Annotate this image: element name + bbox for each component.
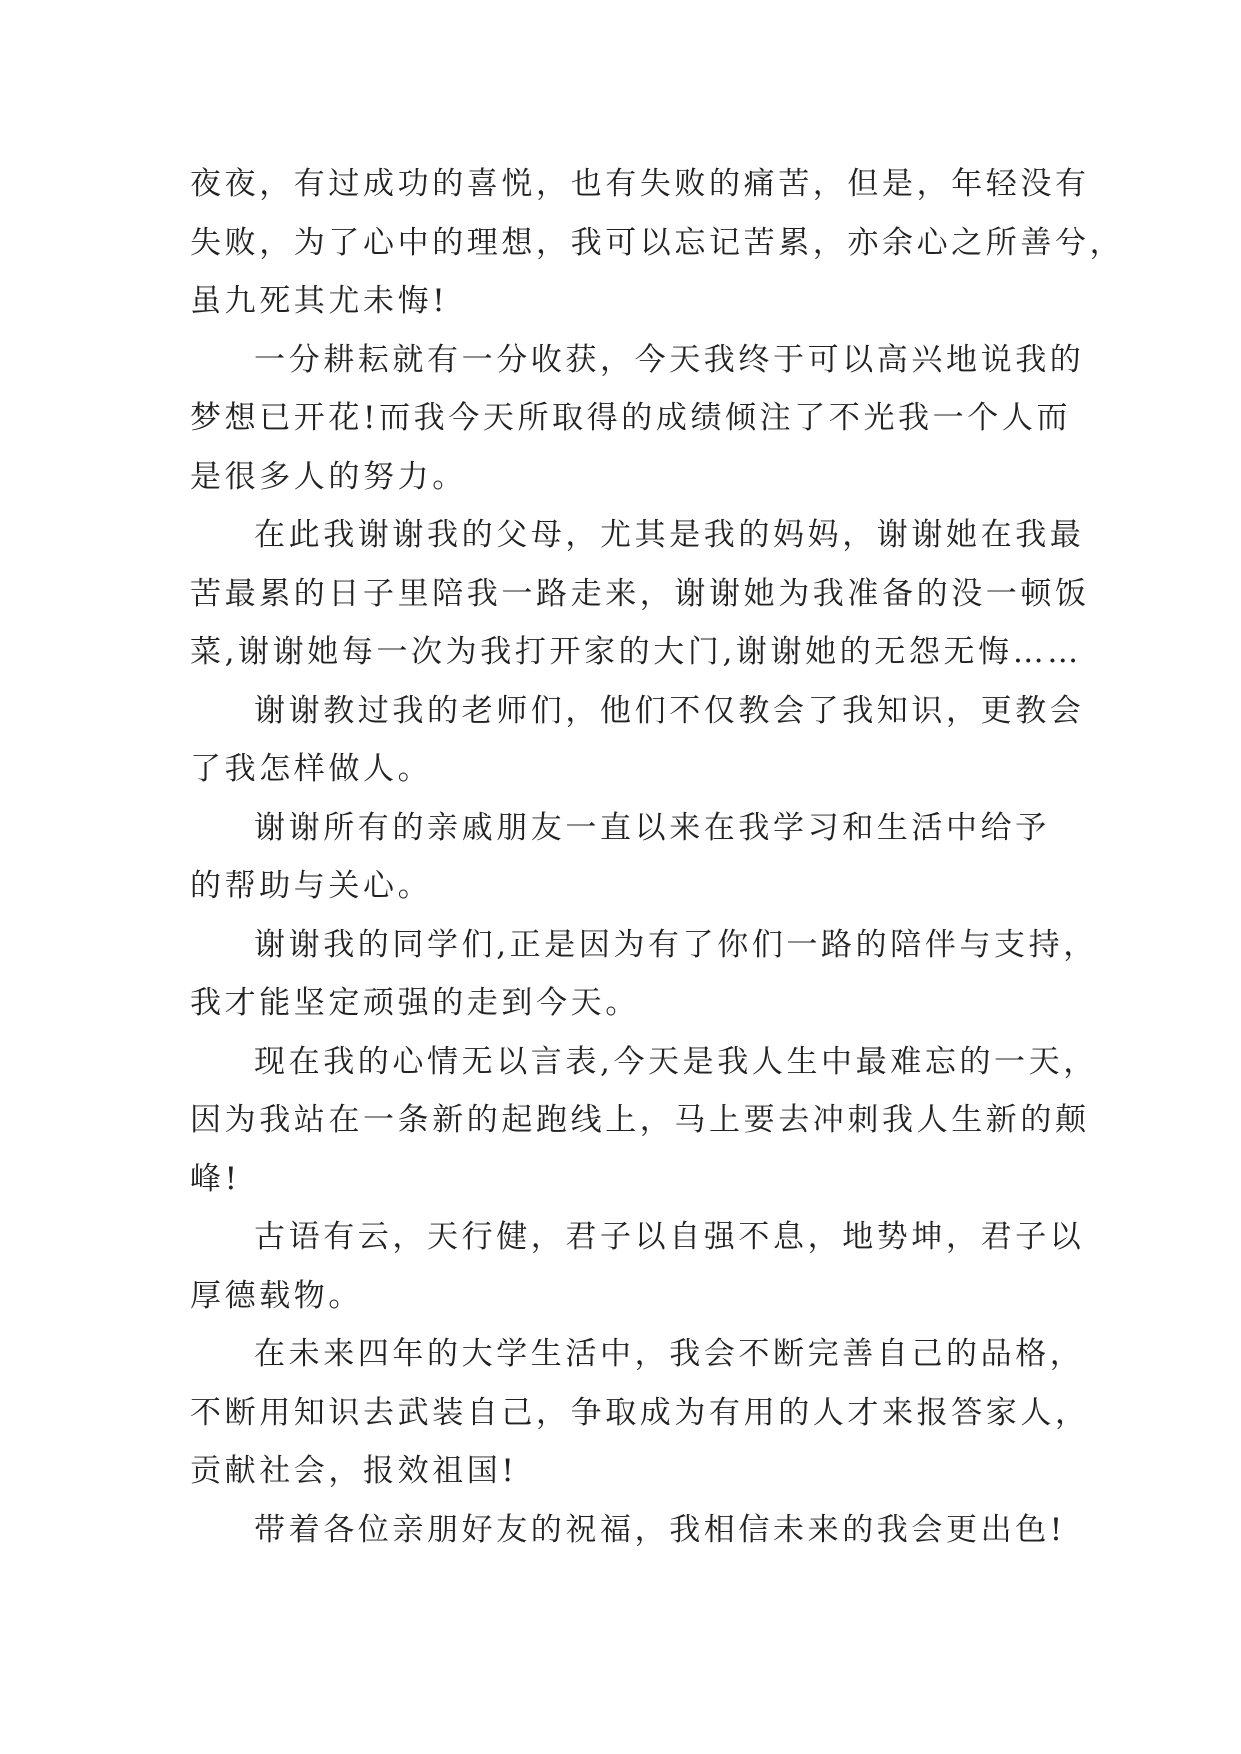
text-line: 苦最累的日子里陪我一路走来，谢谢她为我准备的没一顿饭	[190, 575, 1090, 612]
text-line: 夜夜，有过成功的喜悦，也有失败的痛苦，但是，年轻没有	[190, 166, 1090, 202]
text-line: 谢谢我的同学们,正是因为有了你们一路的陪伴与支持，	[254, 926, 1098, 963]
text-line: 了我怎样做人。	[190, 751, 433, 787]
text-line: 不断用知识去武装自己，争取成为有用的人才来报答家人，	[190, 1394, 1090, 1431]
text-line: 一分耕耘就有一分收获，今天我终于可以高兴地说我的	[254, 341, 1085, 378]
text-line: 古语有云，天行健，君子以自强不息，地势坤，君子以	[254, 1219, 1085, 1255]
text-line: 厚德载物。	[190, 1277, 363, 1314]
paragraph-3	[190, 506, 1090, 682]
text-line: 贡献社会，报效祖国!	[190, 1453, 518, 1489]
paragraph-4	[190, 682, 1085, 799]
paragraph-6	[190, 916, 1098, 1033]
text-line: 梦想已开花!而我今天所取得的成绩倾注了不光我一个人而	[190, 400, 1072, 436]
paragraph-2	[190, 331, 1085, 507]
text-line: 在此我谢谢我的父母，尤其是我的妈妈，谢谢她在我最	[254, 517, 1085, 553]
text-line: 是很多人的努力。	[190, 458, 467, 495]
text-line: 带着各位亲朋好友的祝福，我相信未来的我会更出色!	[254, 1511, 1066, 1548]
paragraph-5	[190, 799, 1052, 916]
document-body	[190, 155, 1125, 1559]
text-line: 谢谢所有的亲戚朋友一直以来在我学习和生活中给予	[254, 809, 1050, 846]
paragraph-1	[190, 155, 1125, 331]
paragraph-8	[190, 1208, 1085, 1325]
text-line: 失败，为了心中的理想，我可以忘记苦累，亦余心之所善兮，	[190, 224, 1125, 261]
paragraph-7	[190, 1033, 1098, 1209]
paragraph-10	[190, 1501, 1066, 1560]
paragraph-9	[190, 1325, 1090, 1501]
text-line: 的帮助与关心。	[190, 868, 433, 904]
text-line: 因为我站在一条新的起跑线上，马上要去冲刺我人生新的颠	[190, 1102, 1090, 1138]
text-line: 现在我的心情无以言表,今天是我人生中最难忘的一天，	[254, 1043, 1098, 1080]
text-line: 我才能坚定顽强的走到今天。	[190, 985, 640, 1021]
text-line: 菜,谢谢她每一次为我打开家的大门,谢谢她的无怨无悔……	[190, 634, 1082, 670]
text-line: 谢谢教过我的老师们，他们不仅教会了我知识，更教会	[254, 692, 1085, 729]
text-line: 峰!	[190, 1160, 241, 1197]
text-line: 在未来四年的大学生活中，我会不断完善自己的品格，	[254, 1336, 1085, 1372]
text-line: 虽九死其尤未悔!	[190, 283, 449, 319]
